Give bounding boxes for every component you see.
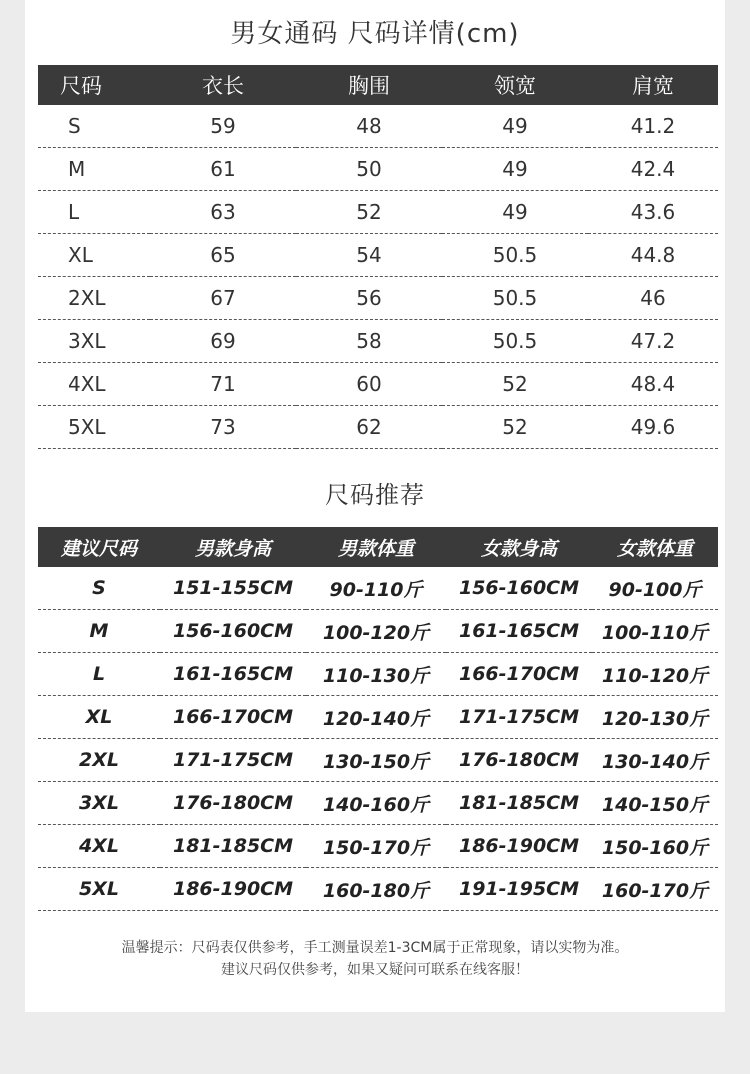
table-cell: 50.5 <box>442 234 588 277</box>
table-cell: 46 <box>588 277 718 320</box>
table-cell: 49 <box>442 148 588 191</box>
table-cell: 166-170CM <box>160 696 306 739</box>
table-cell: 110-130斤 <box>306 653 446 696</box>
table-cell: 48 <box>296 105 442 148</box>
column-header: 衣长 <box>150 65 296 105</box>
table-header-row <box>38 65 718 105</box>
size-recommend-title: 尺码推荐 <box>325 481 425 509</box>
table-cell: 42.4 <box>588 148 718 191</box>
size-label-cell: 4XL <box>38 363 150 406</box>
column-header: 肩宽 <box>588 65 718 105</box>
table-cell: 50.5 <box>442 320 588 363</box>
column-header: 男款体重 <box>306 527 446 567</box>
table-row <box>38 653 718 696</box>
size-label-cell: M <box>38 610 160 653</box>
table-cell: 166-170CM <box>446 653 592 696</box>
table-cell: 181-185CM <box>446 782 592 825</box>
table-cell: 50 <box>296 148 442 191</box>
table-cell: 67 <box>150 277 296 320</box>
table-row <box>38 320 718 363</box>
table-cell: 156-160CM <box>160 610 306 653</box>
column-header: 尺码 <box>38 65 150 105</box>
table-cell: 161-165CM <box>446 610 592 653</box>
table-cell: 59 <box>150 105 296 148</box>
size-label-cell: 2XL <box>38 277 150 320</box>
table-cell: 120-130斤 <box>592 696 718 739</box>
table-row <box>38 191 718 234</box>
table-cell: 90-110斤 <box>306 567 446 610</box>
table-cell: 186-190CM <box>160 868 306 911</box>
size-label-cell: 5XL <box>38 406 150 449</box>
size-label-cell: 5XL <box>38 868 160 911</box>
table-cell: 49 <box>442 191 588 234</box>
table-cell: 52 <box>296 191 442 234</box>
table-cell: 65 <box>150 234 296 277</box>
table-cell: 130-150斤 <box>306 739 446 782</box>
size-recommend-table <box>38 527 718 911</box>
table-cell: 56 <box>296 277 442 320</box>
table-cell: 71 <box>150 363 296 406</box>
table-row <box>38 363 718 406</box>
table-row <box>38 868 718 911</box>
table-cell: 52 <box>442 406 588 449</box>
size-label-cell: L <box>38 653 160 696</box>
table-cell: 110-120斤 <box>592 653 718 696</box>
table-cell: 161-165CM <box>160 653 306 696</box>
table-cell: 191-195CM <box>446 868 592 911</box>
table-cell: 130-140斤 <box>592 739 718 782</box>
measurement-note: 温馨提示：尺码表仅供参考，手工测量误差1-3CM属于正常现象，请以实物为准。 <box>121 940 629 956</box>
table-cell: 61 <box>150 148 296 191</box>
table-row <box>38 610 718 653</box>
table-row <box>38 782 718 825</box>
size-label-cell: S <box>38 567 160 610</box>
table-cell: 63 <box>150 191 296 234</box>
column-header: 领宽 <box>442 65 588 105</box>
table-cell: 49 <box>442 105 588 148</box>
table-cell: 100-120斤 <box>306 610 446 653</box>
column-header: 女款身高 <box>446 527 592 567</box>
table-row <box>38 105 718 148</box>
table-row <box>38 406 718 449</box>
table-cell: 150-160斤 <box>592 825 718 868</box>
table-cell: 47.2 <box>588 320 718 363</box>
table-cell: 171-175CM <box>160 739 306 782</box>
table-cell: 140-150斤 <box>592 782 718 825</box>
table-cell: 44.8 <box>588 234 718 277</box>
table-cell: 151-155CM <box>160 567 306 610</box>
column-header: 女款体重 <box>592 527 718 567</box>
table-cell: 160-170斤 <box>592 868 718 911</box>
table-cell: 58 <box>296 320 442 363</box>
size-label-cell: M <box>38 148 150 191</box>
size-label-cell: 2XL <box>38 739 160 782</box>
table-cell: 176-180CM <box>446 739 592 782</box>
table-cell: 73 <box>150 406 296 449</box>
table-cell: 60 <box>296 363 442 406</box>
size-label-cell: L <box>38 191 150 234</box>
size-advice-note: 建议尺码仅供参考，如果又疑问可联系在线客服！ <box>221 962 529 978</box>
table-row <box>38 567 718 610</box>
size-label-cell: XL <box>38 234 150 277</box>
table-cell: 150-170斤 <box>306 825 446 868</box>
table-cell: 181-185CM <box>160 825 306 868</box>
table-cell: 171-175CM <box>446 696 592 739</box>
table-cell: 140-160斤 <box>306 782 446 825</box>
table-cell: 54 <box>296 234 442 277</box>
table-cell: 100-110斤 <box>592 610 718 653</box>
table-cell: 41.2 <box>588 105 718 148</box>
table-cell: 176-180CM <box>160 782 306 825</box>
table-cell: 160-180斤 <box>306 868 446 911</box>
column-header: 建议尺码 <box>38 527 160 567</box>
table-cell: 186-190CM <box>446 825 592 868</box>
table-cell: 49.6 <box>588 406 718 449</box>
table-row <box>38 825 718 868</box>
table-row <box>38 277 718 320</box>
size-detail-table <box>38 65 718 449</box>
table-row <box>38 739 718 782</box>
column-header: 男款身高 <box>160 527 306 567</box>
table-row <box>38 148 718 191</box>
table-row <box>38 696 718 739</box>
table-cell: 48.4 <box>588 363 718 406</box>
table-cell: 52 <box>442 363 588 406</box>
table-cell: 62 <box>296 406 442 449</box>
size-label-cell: XL <box>38 696 160 739</box>
size-label-cell: S <box>38 105 150 148</box>
size-label-cell: 3XL <box>38 320 150 363</box>
table-cell: 120-140斤 <box>306 696 446 739</box>
table-cell: 69 <box>150 320 296 363</box>
table-cell: 50.5 <box>442 277 588 320</box>
table-cell: 156-160CM <box>446 567 592 610</box>
size-label-cell: 4XL <box>38 825 160 868</box>
table-header-row <box>38 527 718 567</box>
table-cell: 90-100斤 <box>592 567 718 610</box>
size-label-cell: 3XL <box>38 782 160 825</box>
table-row <box>38 234 718 277</box>
column-header: 胸围 <box>296 65 442 105</box>
size-detail-title: 男女通码 尺码详情(cm) <box>230 19 520 49</box>
table-cell: 43.6 <box>588 191 718 234</box>
